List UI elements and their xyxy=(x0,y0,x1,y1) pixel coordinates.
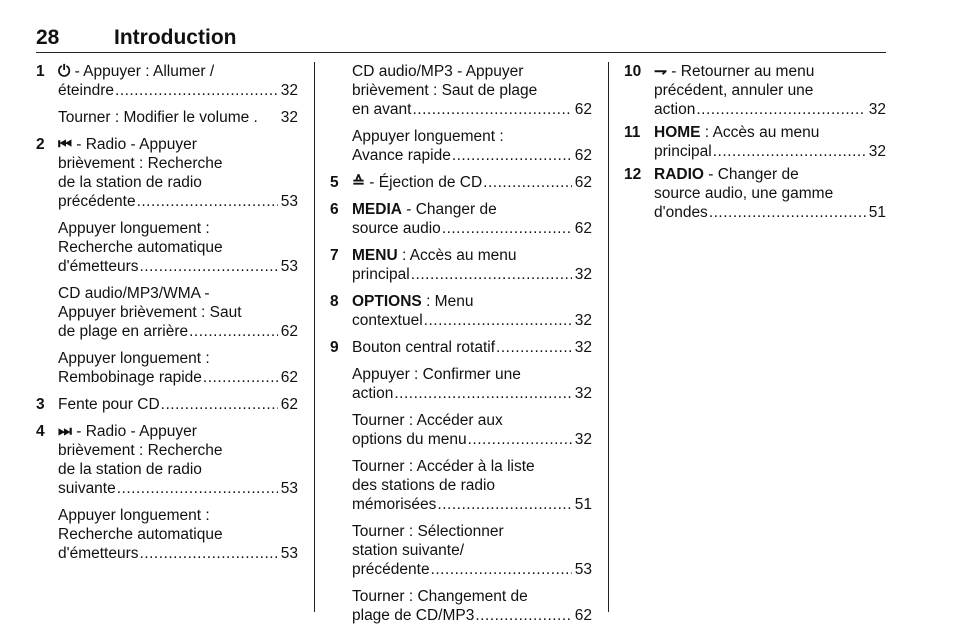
entry-number: 2 xyxy=(36,136,45,153)
entry-text: : Menu xyxy=(421,293,474,310)
entry-number: 8 xyxy=(330,293,339,310)
entry-text: source audio xyxy=(352,220,441,237)
entry-text: Rembobinage rapide xyxy=(58,369,202,386)
column-2 xyxy=(330,62,592,633)
home-key-label: HOME xyxy=(654,124,701,141)
entry-text: CD audio/MP3 - Appuyer xyxy=(352,63,524,80)
entry-number: 7 xyxy=(330,247,339,264)
page-ref: 51 xyxy=(868,204,886,221)
entry-text: contextuel xyxy=(352,312,423,329)
page-ref: 32 xyxy=(574,431,592,448)
page-ref: 32 xyxy=(574,385,592,402)
entry-3 xyxy=(36,395,298,414)
entry-text: Recherche automatique xyxy=(58,526,223,543)
page-ref: 32 xyxy=(868,143,886,160)
entry-text: Appuyer longuement : xyxy=(352,128,504,145)
entry-text: d'ondes xyxy=(654,204,708,221)
eject-icon: ≙ xyxy=(352,174,365,191)
page-ref: 32 xyxy=(868,101,886,118)
entry-text: éteindre xyxy=(58,82,115,99)
entry-4 xyxy=(36,422,298,563)
entry-text: Appuyer longuement : xyxy=(58,507,210,524)
skip-back-icon: ⏮ xyxy=(58,136,72,153)
page-ref: 32 xyxy=(280,82,298,99)
entry-text: des stations de radio xyxy=(352,477,496,494)
entry-text: station suivante/ xyxy=(352,542,465,559)
page-ref: 62 xyxy=(574,101,592,118)
page-ref: 53 xyxy=(280,258,298,275)
entry-text: de la station de radio xyxy=(58,461,202,478)
entry-text: - Éjection de CD xyxy=(365,174,483,191)
page-ref: 62 xyxy=(280,369,298,386)
page-ref: 32 xyxy=(574,339,592,356)
options-key-label: OPTIONS xyxy=(352,293,422,310)
entry-text: Recherche automatique xyxy=(58,239,223,256)
entry-text: - Changer de xyxy=(401,201,497,218)
entry-text: - Radio - Appuyer xyxy=(71,423,197,440)
entry-text: principal xyxy=(352,266,410,283)
page-ref: 62 xyxy=(574,174,592,191)
entry-text: en avant xyxy=(352,101,412,118)
section-title: Introduction xyxy=(114,26,237,49)
entry-text: principal xyxy=(654,143,712,160)
entry-text: Appuyer longuement : xyxy=(58,350,210,367)
menu-key-label: MENU xyxy=(352,247,398,264)
entry-text: de la station de radio xyxy=(58,174,202,191)
entry-number: 1 xyxy=(36,63,45,80)
entry-6 xyxy=(330,200,592,238)
entry-number: 9 xyxy=(330,339,339,356)
entry-number: 11 xyxy=(624,124,641,141)
page-ref: 62 xyxy=(574,220,592,237)
entry-text: - Changer de xyxy=(703,166,799,183)
page-ref: 62 xyxy=(574,147,592,164)
page-ref: 32 xyxy=(280,109,298,126)
radio-key-label: RADIO xyxy=(654,166,704,183)
entry-text: Appuyer longuement : xyxy=(58,220,210,237)
entry-number: 5 xyxy=(330,174,339,191)
entry-2 xyxy=(36,135,298,387)
entry-8 xyxy=(330,292,592,330)
entry-text: action xyxy=(352,385,394,402)
column-divider xyxy=(608,62,609,612)
entry-text: précédente xyxy=(58,193,136,210)
entry-text: plage de CD/MP3 xyxy=(352,607,475,624)
page-ref: 32 xyxy=(574,312,592,329)
power-icon: ⏻ xyxy=(58,63,71,80)
entry-text: Appuyer : Confirmer une xyxy=(352,366,521,383)
page-ref: 53 xyxy=(280,480,298,497)
entry-text: : Accès au menu xyxy=(397,247,517,264)
page-ref: 51 xyxy=(574,496,592,513)
page-ref: 53 xyxy=(280,193,298,210)
column-3 xyxy=(624,62,886,226)
entry-text: - Appuyer : Allumer / xyxy=(70,63,215,80)
entry-text: Tourner : Accéder aux xyxy=(352,412,503,429)
entry-text: mémorisées xyxy=(352,496,437,513)
page-number: 28 xyxy=(36,26,60,49)
entry-text: suivante xyxy=(58,480,116,497)
entry-text: action xyxy=(654,101,696,118)
entry-text: Tourner : Modifier le volume . xyxy=(58,109,258,126)
entry-11 xyxy=(624,123,886,161)
page-ref: 62 xyxy=(280,323,298,340)
entry-text: Fente pour CD xyxy=(58,396,160,413)
media-key-label: MEDIA xyxy=(352,201,402,218)
entry-text: précédente xyxy=(352,561,430,578)
entry-text: options du menu xyxy=(352,431,467,448)
column-1 xyxy=(36,62,298,571)
entry-text: brièvement : Saut de plage xyxy=(352,82,538,99)
page-ref: 32 xyxy=(574,266,592,283)
entry-text: de plage en arrière xyxy=(58,323,189,340)
back-icon: ⇁ xyxy=(654,63,667,80)
entry-text: brièvement : Recherche xyxy=(58,442,223,459)
page-ref: 53 xyxy=(574,561,592,578)
entry-text: - Radio - Appuyer xyxy=(71,136,197,153)
entry-text: source audio, une gamme xyxy=(654,185,834,202)
entry-number: 6 xyxy=(330,201,339,218)
entry-12 xyxy=(624,165,886,222)
page-ref: 53 xyxy=(280,545,298,562)
entry-text: d'émetteurs xyxy=(58,545,139,562)
entry-10 xyxy=(624,62,886,119)
entry-number: 3 xyxy=(36,396,45,413)
entry-text: d'émetteurs xyxy=(58,258,139,275)
page-header xyxy=(36,26,886,53)
skip-forward-icon: ⏭ xyxy=(58,423,72,440)
entry-text: Bouton central rotatif xyxy=(352,339,496,356)
entry-text: - Retourner au menu xyxy=(667,63,815,80)
entry-number: 4 xyxy=(36,423,45,440)
entry-number: 12 xyxy=(624,166,642,183)
entry-text: Avance rapide xyxy=(352,147,451,164)
entry-text: Tourner : Changement de xyxy=(352,588,528,605)
entry-text: CD audio/MP3/WMA - xyxy=(58,285,210,302)
entry-9 xyxy=(330,338,592,625)
entry-text: brièvement : Recherche xyxy=(58,155,223,172)
entry-1 xyxy=(36,62,298,127)
entry-7 xyxy=(330,246,592,284)
entry-5 xyxy=(330,173,592,192)
entry-text: : Accès au menu xyxy=(700,124,820,141)
entry-text: Tourner : Sélectionner xyxy=(352,523,504,540)
page-ref: 62 xyxy=(574,607,592,624)
entry-text: Tourner : Accéder à la liste xyxy=(352,458,535,475)
entry-text: Appuyer brièvement : Saut xyxy=(58,304,242,321)
entry-4-cont xyxy=(330,62,592,165)
entry-text: précédent, annuler une xyxy=(654,82,814,99)
column-divider xyxy=(314,62,315,612)
page-ref: 62 xyxy=(280,396,298,413)
entry-number: 10 xyxy=(624,63,642,80)
